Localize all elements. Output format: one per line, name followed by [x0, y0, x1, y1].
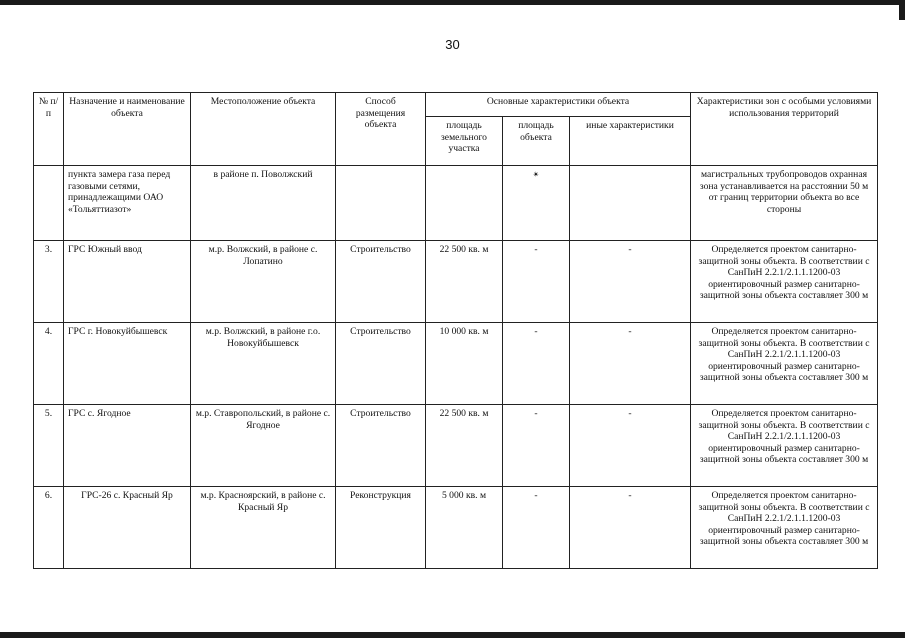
cell-name: ГРС г. Новокуйбышевск: [64, 323, 191, 405]
header-area-land: площадь земельного участка: [426, 117, 503, 166]
cell-num: 4.: [34, 323, 64, 405]
cell-zone: Определяется проектом санитарно-защитной зоны объекта. В соответствии с СанПиН 2.2.1/2.1.1.1200-03 ориентировочный размер санитарно-защитной зоны объекта составляет 300 м: [691, 323, 878, 405]
header-method: Способ размещения объекта: [336, 93, 426, 166]
cell-area-object: -: [503, 405, 570, 487]
table-row: [34, 166, 878, 241]
table-row: [34, 241, 878, 323]
cell-area-land: 5 000 кв. м: [426, 487, 503, 569]
cell-name: пункта замера газа перед газовыми сетями, принадлежащими ОАО «Тольяттиазот»: [64, 166, 191, 241]
cell-name: ГРС-26 с. Красный Яр: [64, 487, 191, 569]
cell-name: ГРС с. Ягодное: [64, 405, 191, 487]
bottom-border-rule: [0, 632, 905, 638]
cell-area-object: -: [503, 241, 570, 323]
top-border-corner: [899, 0, 905, 20]
cell-method: [336, 166, 426, 241]
cell-other: -: [570, 241, 691, 323]
cell-area-land: 22 500 кв. м: [426, 405, 503, 487]
table-row: [34, 323, 878, 405]
cell-zone: магистральных трубопроводов охранная зона устанавливается на расстоянии 50 м от границ территории объекта во все стороны: [691, 166, 878, 241]
table-row: [34, 405, 878, 487]
cell-method: Реконструкция: [336, 487, 426, 569]
cell-area-object: -: [503, 323, 570, 405]
cell-zone: Определяется проектом санитарно-защитной зоны объекта. В соответствии с СанПиН 2.2.1/2.1.1.1200-03 ориентировочный размер санитарно-защитной зоны объекта составляет 300 м: [691, 487, 878, 569]
cell-num: 6.: [34, 487, 64, 569]
header-num: № п/п: [34, 93, 64, 166]
cell-num: [34, 166, 64, 241]
cell-location: м.р. Ставропольский, в районе с. Ягодное: [191, 405, 336, 487]
cell-area-land: 10 000 кв. м: [426, 323, 503, 405]
cell-method: Строительство: [336, 241, 426, 323]
objects-table: [33, 92, 878, 569]
cell-location: м.р. Красноярский, в районе с. Красный Яр: [191, 487, 336, 569]
cell-zone: Определяется проектом санитарно-защитной зоны объекта. В соответствии с СанПиН 2.2.1/2.1.1.1200-03 ориентировочный размер санитарно-защитной зоны объекта составляет 300 м: [691, 241, 878, 323]
cell-method: Строительство: [336, 405, 426, 487]
page-number: 30: [445, 37, 460, 52]
header-zones: Характеристики зон с особыми условиями использования территорий: [691, 93, 878, 166]
cell-other: [570, 166, 691, 241]
top-border-rule: [0, 0, 905, 5]
cell-num: 3.: [34, 241, 64, 323]
header-main-characteristics: Основные характеристики объекта: [426, 93, 691, 117]
header-location: Местоположение объекта: [191, 93, 336, 166]
cell-area-object: -: [503, 487, 570, 569]
header-other-characteristics: иные характеристики: [570, 117, 691, 166]
cell-area-land: 22 500 кв. м: [426, 241, 503, 323]
header-row: [34, 93, 878, 117]
cell-area-object: [503, 166, 570, 241]
cell-location: м.р. Волжский, в районе г.о. Новокуйбышевск: [191, 323, 336, 405]
cell-other: -: [570, 323, 691, 405]
cell-other: -: [570, 487, 691, 569]
scan-mark-icon: ✴: [532, 170, 540, 179]
cell-method: Строительство: [336, 323, 426, 405]
table-row: [34, 487, 878, 569]
cell-num: 5.: [34, 405, 64, 487]
header-name: Назначение и наименование объекта: [64, 93, 191, 166]
cell-location: в районе п. Поволжский: [191, 166, 336, 241]
cell-other: -: [570, 405, 691, 487]
cell-location: м.р. Волжский, в районе с. Лопатино: [191, 241, 336, 323]
header-area-object: площадь объекта: [503, 117, 570, 166]
cell-name: ГРС Южный ввод: [64, 241, 191, 323]
cell-zone: Определяется проектом санитарно-защитной зоны объекта. В соответствии с СанПиН 2.2.1/2.1.1.1200-03 ориентировочный размер санитарно-защитной зоны объекта составляет 300 м: [691, 405, 878, 487]
cell-area-land: [426, 166, 503, 241]
